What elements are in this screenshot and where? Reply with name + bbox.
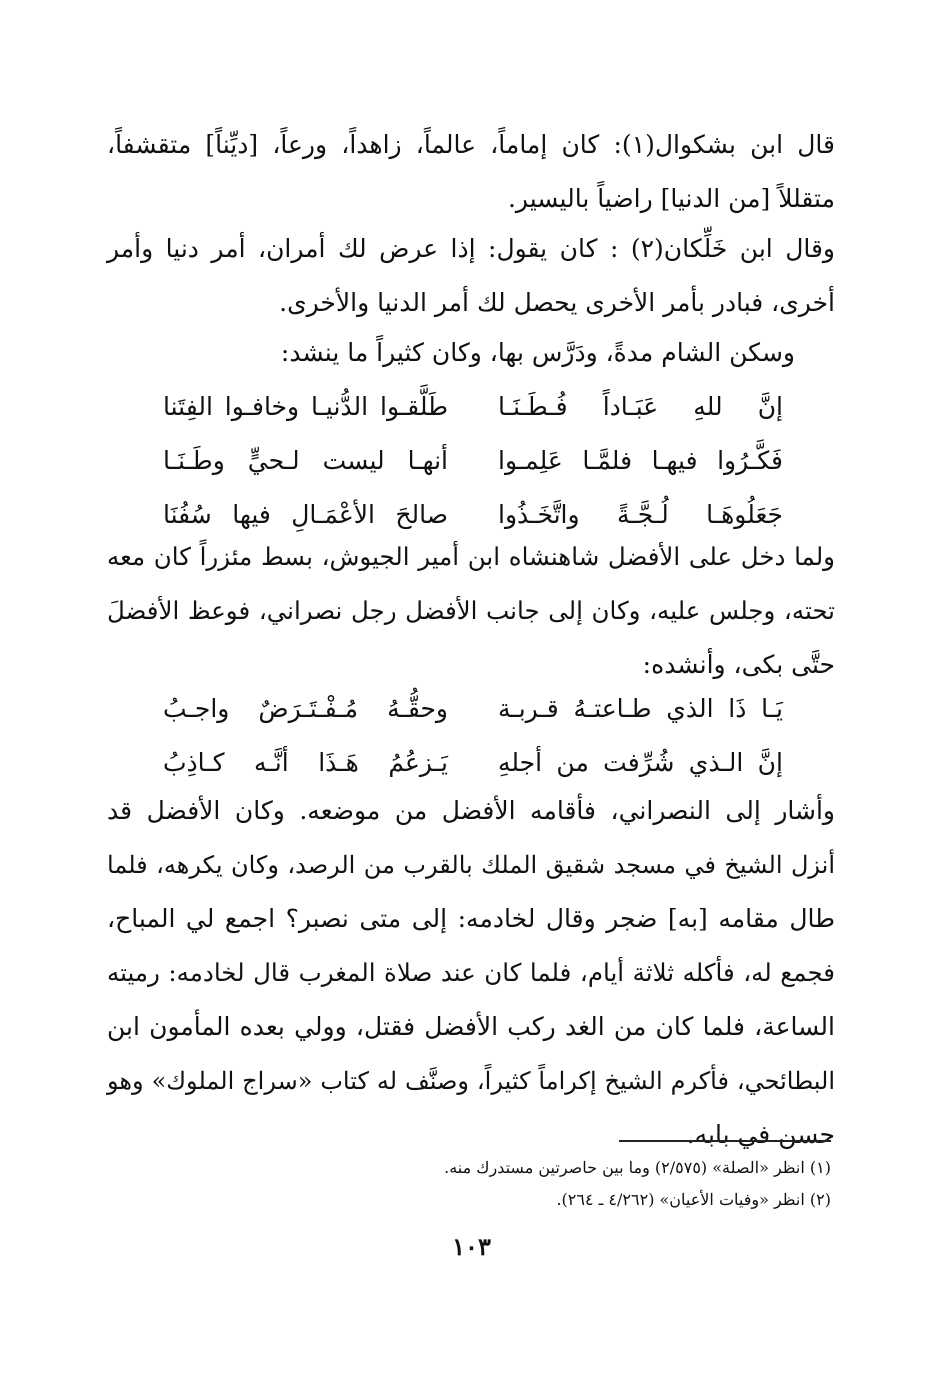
paragraph-ibn-khallikan xyxy=(107,222,835,330)
text-line: أخرى، فبادر بأمر الأخرى يحصل لك أمر الدنيا والأخرى. xyxy=(279,288,835,317)
footnote-2: (٢) انظر «وفيات الأعيان» (٤/٢٦٢ ـ ٢٦٤). xyxy=(556,1190,831,1209)
verse-first-hemistich: إنَّ الـذي شُرِّفت من أجلهِ xyxy=(498,748,783,777)
text-line: حسن في بابه. xyxy=(686,1120,835,1149)
text-line: الساعة، فلما كان من الغد ركب الأفضل فقتل، وولي بعده المأمون ابن xyxy=(107,1012,835,1041)
text-line: وأشار إلى النصراني، فأقامه الأفضل من موضعه. وكان الأفضل قد xyxy=(107,796,835,825)
footnote-1: (١) انظر «الصلة» (٢/٥٧٥) وما بين حاصرتين مستدرك منه. xyxy=(444,1158,831,1177)
text-line: وقال ابن خَلِّكان(٢) : كان يقول: إذا عرض لك أمران، أمر دنيا وأمر xyxy=(107,234,835,263)
text-line: أنزل الشيخ في مسجد شقيق الملك بالقرب من الرصد، وكان يكرهه، فلما xyxy=(107,851,835,879)
verse-first-hemistich: يَـا ذَا الذي طـاعتـهُ قـربـة xyxy=(498,694,783,723)
verse-second-hemistich: طَلَّقـوا الدُّنيـا وخافـوا الفِتَنا xyxy=(163,392,448,421)
verse-line xyxy=(163,682,783,736)
verse-first-hemistich: فَكَّـرُوا فيهـا فلمَّـا عَلِمـوا xyxy=(498,446,783,475)
poem-block-2 xyxy=(163,682,783,790)
page-number: ١٠٣ xyxy=(452,1232,491,1261)
text-line: البطائحي، فأكرم الشيخ إكراماً كثيراً، وصنَّف له كتاب «سراج الملوك» وهو xyxy=(107,1067,835,1095)
verse-second-hemistich: أنهـا ليست لـحيٍّ وطَـنَـا xyxy=(163,446,448,475)
footnote-separator xyxy=(619,1140,831,1142)
text-line: وسكن الشام مدةً، ودَرَّس بها، وكان كثيراً ما ينشد: xyxy=(280,338,795,367)
paragraph-ibn-bashkuwal xyxy=(107,118,835,226)
paragraph-sham xyxy=(107,326,835,380)
text-line: طال مقامه [به] ضجر وقال لخادمه: إلى متى نصبر؟ اجمع لي المباح، xyxy=(107,904,835,933)
text-line: متقللاً [من الدنيا] راضياً باليسير. xyxy=(507,184,835,213)
text-line: حتَّى بكى، وأنشده: xyxy=(642,650,835,679)
text-line: ولما دخل على الأفضل شاهنشاه ابن أمير الجيوش، بسط مئزراً كان معه xyxy=(107,542,835,571)
text-line: فجمع له، فأكله ثلاثة أيام، فلما كان عند صلاة المغرب قال لخادمه: رميته xyxy=(107,958,835,987)
verse-second-hemistich: وحقُّـهُ مُـفْـتَـرَضٌ واجـبُ xyxy=(163,694,448,723)
paragraph-nasrani xyxy=(107,784,835,1162)
verse-line xyxy=(163,736,783,790)
paragraph-afdal xyxy=(107,530,835,692)
text-line: قال ابن بشكوال(١): كان إماماً، عالماً، زاهداً، ورعاً، [ديِّناً] متقشفاً، xyxy=(107,130,835,159)
verse-line xyxy=(163,434,783,488)
verse-second-hemistich: صالحَ الأعْمَـالِ فيها سُفُنَا xyxy=(163,500,448,529)
verse-first-hemistich: إنَّ للهِ عَبَـاداً فُـطَـنَـا xyxy=(498,392,783,421)
poem-block-1 xyxy=(163,380,783,542)
verse-first-hemistich: جَعَلُوهَـا لُـجَّـةً واتَّخَـذُوا xyxy=(498,500,783,529)
text-line: تحته، وجلس عليه، وكان إلى جانب الأفضل رجل نصراني، فوعظ الأفضلَ xyxy=(107,596,835,625)
verse-second-hemistich: يَـزعُمُ هَـذَا أنَّـه كـاذِبُ xyxy=(163,748,448,777)
verse-line xyxy=(163,380,783,434)
